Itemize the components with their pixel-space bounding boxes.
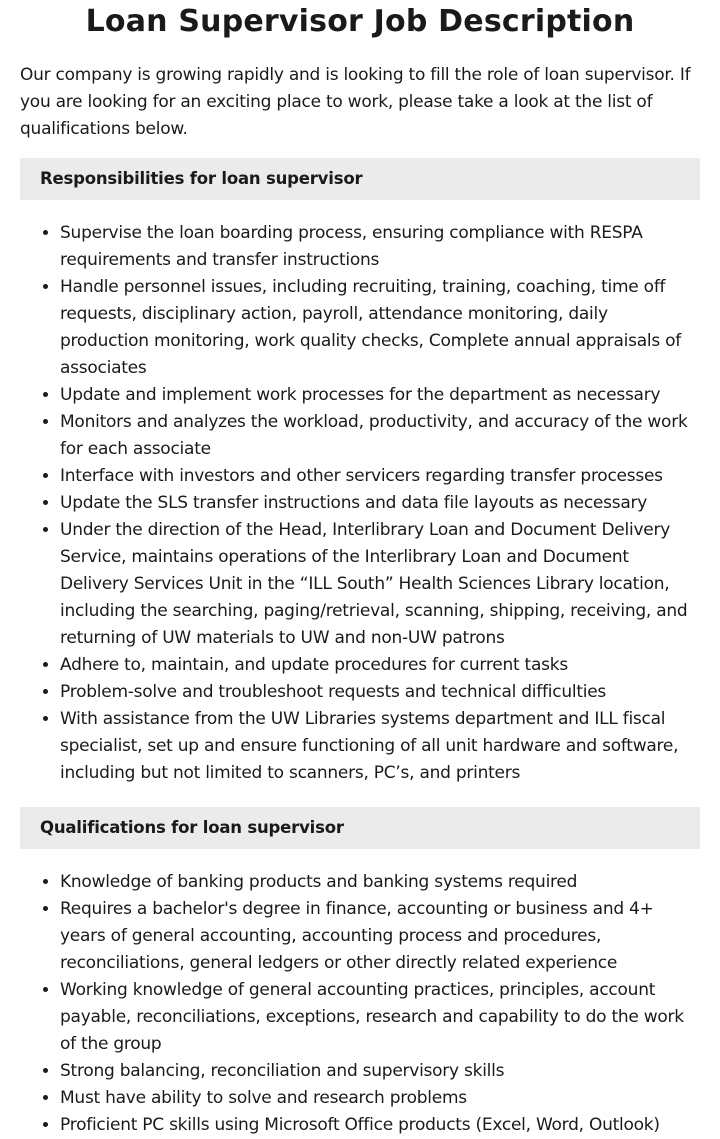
list-item: • Handle personnel issues, including recruiting, training, coaching, time off requests, disciplinary action, payroll, attendance monitoring, daily production monitoring, work quality checks, Complete annual appraisals of associates — [60, 274, 700, 382]
list-item: • Update and implement work processes for the department as necessary — [60, 382, 700, 409]
list-item: • Proficient PC skills using Microsoft Office products (Excel, Word, Outlook) — [60, 1112, 700, 1139]
qualifications-list — [20, 869, 700, 1139]
list-item: • Adhere to, maintain, and update procedures for current tasks — [60, 652, 700, 679]
list-item: • Knowledge of banking products and banking systems required — [60, 869, 700, 896]
responsibilities-heading: Responsibilities for loan supervisor — [20, 158, 700, 200]
intro-paragraph: Our company is growing rapidly and is looking to fill the role of loan supervisor. If you are looking for an exciting place to work, please take a look at the list of qualifications below. — [20, 65, 691, 139]
list-item: • Monitors and analyzes the workload, productivity, and accuracy of the work for each associate — [60, 409, 700, 463]
list-item: • With assistance from the UW Libraries systems department and ILL fiscal specialist, set up and ensure functioning of all unit hardware and software, including but not limited to scanners, PC’s, and printers — [60, 706, 700, 787]
list-item: • Working knowledge of general accounting practices, principles, account payable, reconciliations, exceptions, research and capability to do the work of the group — [60, 977, 700, 1058]
list-item: • Interface with investors and other servicers regarding transfer processes — [60, 463, 700, 490]
list-item: • Strong balancing, reconciliation and supervisory skills — [60, 1058, 700, 1085]
list-item: • Problem-solve and troubleshoot requests and technical difficulties — [60, 679, 700, 706]
list-item: • Must have ability to solve and research problems — [60, 1085, 700, 1112]
responsibilities-list — [20, 220, 700, 787]
list-item: • Under the direction of the Head, Interlibrary Loan and Document Delivery Service, maintains operations of the Interlibrary Loan and Document Delivery Services Unit in the “ILL South” Health Sciences Library location, including the searching, paging/retrieval, scanning, shipping, receiving, and returning of UW materials to UW and non-UW patrons — [60, 517, 700, 652]
list-item: • Update the SLS transfer instructions and data file layouts as necessary — [60, 490, 700, 517]
page-title: Loan Supervisor Job Description — [85, 4, 635, 39]
list-item: • Supervise the loan boarding process, ensuring compliance with RESPA requirements and transfer instructions — [60, 220, 700, 274]
list-item: • Requires a bachelor's degree in finance, accounting or business and 4+ years of general accounting, accounting process and procedures, reconciliations, general ledgers or other directly related experience — [60, 896, 700, 977]
qualifications-heading: Qualifications for loan supervisor — [20, 807, 700, 849]
